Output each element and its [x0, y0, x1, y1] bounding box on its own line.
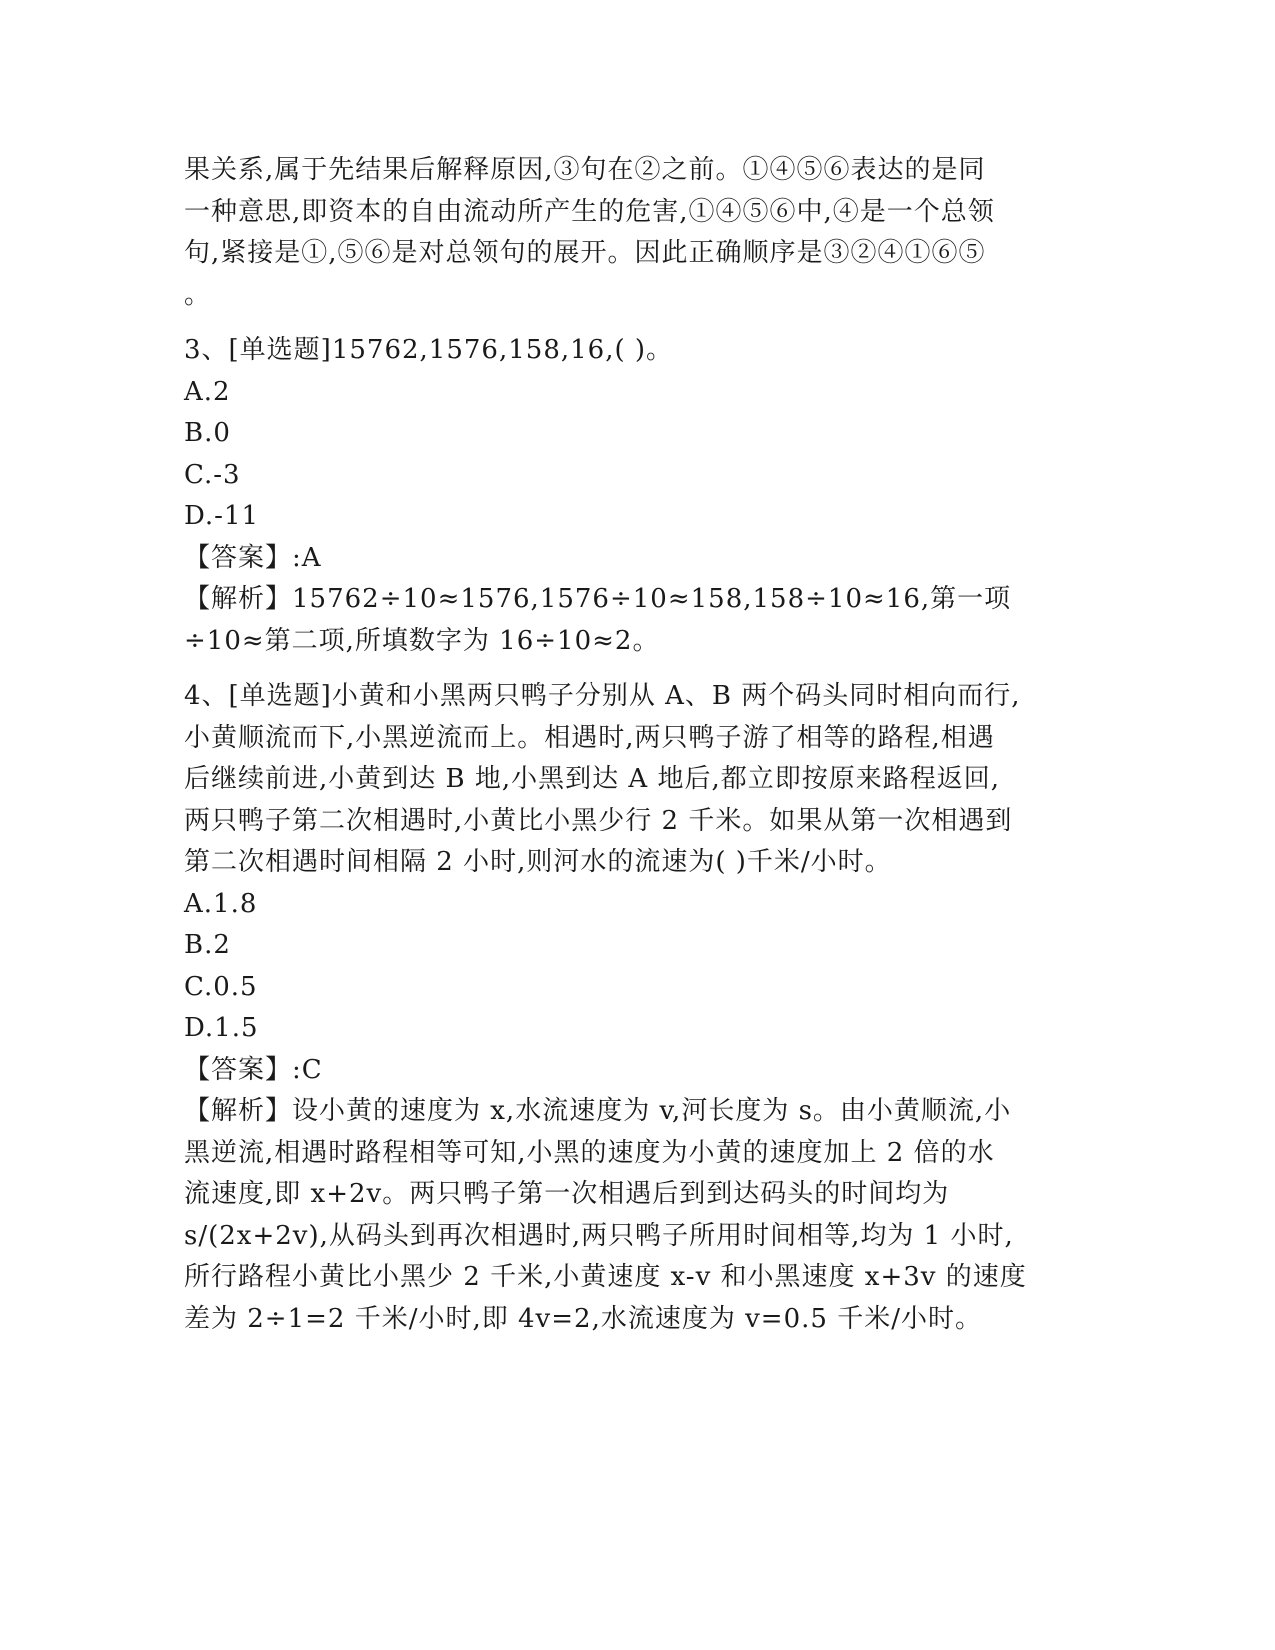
analysis-line: s/(2x+2v),从码头到再次相遇时,两只鸭子所用时间相等,均为 1 小时,: [184, 1220, 1014, 1251]
analysis-line: ÷10≈第二项,所填数字为 16÷10≈2。: [184, 625, 660, 656]
question-stem: 3、[单选题]15762,1576,158,16,( )。: [184, 335, 674, 365]
question-stem: 小黄顺流而下,小黑逆流而上。相遇时,两只鸭子游了相等的路程,相遇: [184, 722, 995, 753]
option-d: D.-11: [184, 501, 260, 531]
intro-line: 句,紧接是①,⑤⑥是对总领句的展开。因此正确顺序是③②④①⑥⑤: [184, 238, 986, 268]
question-stem: 第二次相遇时间相隔 2 小时,则河水的流速为( )千米/小时。: [184, 847, 892, 877]
analysis-line: 【解析】15762÷10≈1576,1576÷10≈158,158÷10≈16,第一项: [184, 584, 1012, 614]
answer-line: 【答案】:A: [184, 542, 322, 573]
option-a: A.2: [184, 376, 231, 407]
option-d: D.1.5: [184, 1013, 259, 1043]
question-stem: 后继续前进,小黄到达 B 地,小黑到达 A 地后,都立即按原来路程返回,: [184, 764, 1001, 794]
question-3: [184, 330, 1084, 662]
intro-line: 一种意思,即资本的自由流动所产生的危害,①④⑤⑥中,④是一个总领: [184, 196, 995, 227]
intro-paragraph: [184, 150, 1084, 316]
analysis-line: 流速度,即 x+2v。两只鸭子第一次相遇后到到达码头的时间均为: [184, 1179, 950, 1209]
question-stem: 两只鸭子第二次相遇时,小黄比小黑少行 2 千米。如果从第一次相遇到: [184, 805, 1013, 836]
analysis-line: 黑逆流,相遇时路程相等可知,小黑的速度为小黄的速度加上 2 倍的水: [184, 1137, 995, 1168]
option-c: C.0.5: [184, 971, 258, 1002]
document-page: [184, 150, 1084, 1340]
analysis-line: 所行路程小黄比小黑少 2 千米,小黄速度 x-v 和小黑速度 x+3v 的速度: [184, 1262, 1027, 1292]
intro-line: 果关系,属于先结果后解释原因,③句在②之前。①④⑤⑥表达的是同: [184, 155, 986, 185]
analysis-line: 【解析】设小黄的速度为 x,水流速度为 v,河长度为 s。由小黄顺流,小: [184, 1096, 1012, 1126]
answer-line: 【答案】:C: [184, 1054, 323, 1085]
question-stem: 4、[单选题]小黄和小黑两只鸭子分别从 A、B 两个码头同时相向而行,: [184, 681, 1021, 711]
question-4: [184, 676, 1084, 1340]
option-b: B.0: [184, 418, 231, 448]
option-b: B.2: [184, 930, 231, 960]
analysis-line: 差为 2÷1=2 千米/小时,即 4v=2,水流速度为 v=0.5 千米/小时。: [184, 1303, 982, 1334]
intro-line: 。: [184, 279, 212, 310]
option-a: A.1.8: [184, 888, 258, 919]
option-c: C.-3: [184, 459, 241, 490]
